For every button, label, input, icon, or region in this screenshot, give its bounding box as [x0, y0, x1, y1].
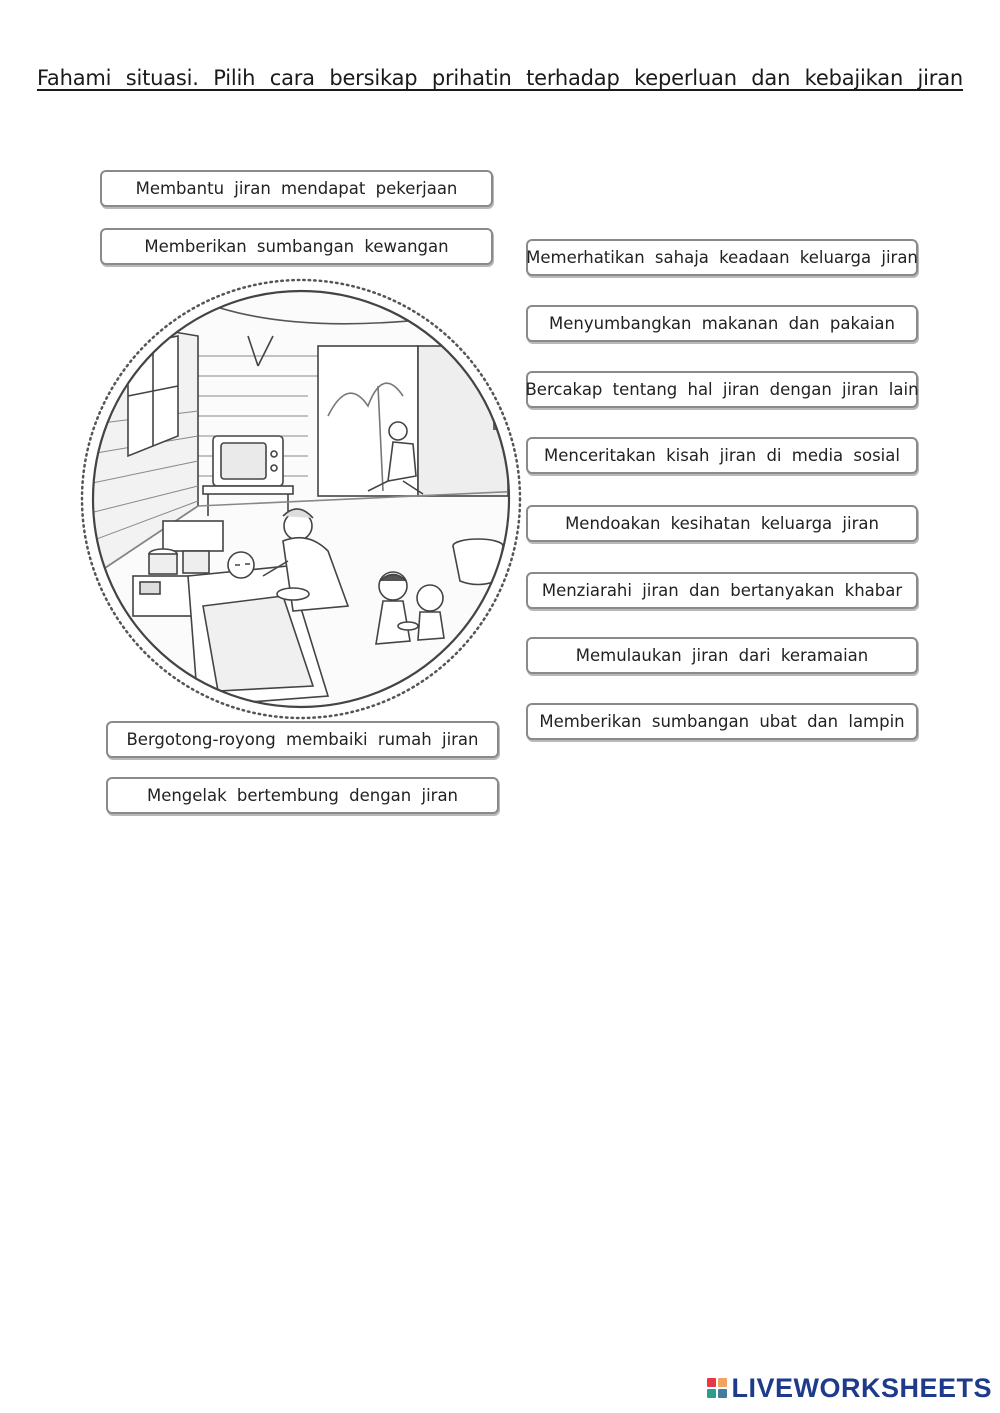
option-makanan-pakaian[interactable]: Menyumbangkan makanan dan pakaian — [526, 305, 918, 342]
logo-tile — [707, 1389, 716, 1398]
option-memulaukan[interactable]: Memulaukan jiran dari keramaian — [526, 637, 918, 674]
liveworksheets-logo — [707, 1373, 992, 1403]
scene-illustration — [78, 276, 524, 722]
logo-tiles-icon — [707, 1378, 727, 1398]
option-mengelak-bertembung[interactable]: Mengelak bertembung dengan jiran — [106, 777, 499, 814]
option-gotong-royong[interactable]: Bergotong-royong membaiki rumah jiran — [106, 721, 499, 758]
option-memerhatikan-sahaja[interactable]: Memerhatikan sahaja keadaan keluarga jiran — [526, 239, 918, 276]
bucket — [453, 539, 503, 585]
option-membantu-pekerjaan[interactable]: Membantu jiran mendapat pekerjaan — [100, 170, 493, 207]
brand-name: LIVEWORKSHEETS — [731, 1372, 992, 1403]
logo-tile — [718, 1378, 727, 1387]
option-bercakap-hal-jiran[interactable]: Bercakap tentang hal jiran dengan jiran lain — [526, 371, 918, 408]
option-media-sosial[interactable]: Menceritakan kisah jiran di media sosial — [526, 437, 918, 474]
logo-tile — [707, 1378, 716, 1387]
logo-tile — [718, 1389, 727, 1398]
worksheet-title: Fahami situasi. Pilih cara bersikap prihatin terhadap keperluan dan kebajikan jiran — [36, 66, 964, 90]
option-ubat-lampin[interactable]: Memberikan sumbangan ubat dan lampin — [526, 703, 918, 740]
option-sumbangan-kewangan[interactable]: Memberikan sumbangan kewangan — [100, 228, 493, 265]
option-menziarahi[interactable]: Menziarahi jiran dan bertanyakan khabar — [526, 572, 918, 609]
option-mendoakan[interactable]: Mendoakan kesihatan keluarga jiran — [526, 505, 918, 542]
